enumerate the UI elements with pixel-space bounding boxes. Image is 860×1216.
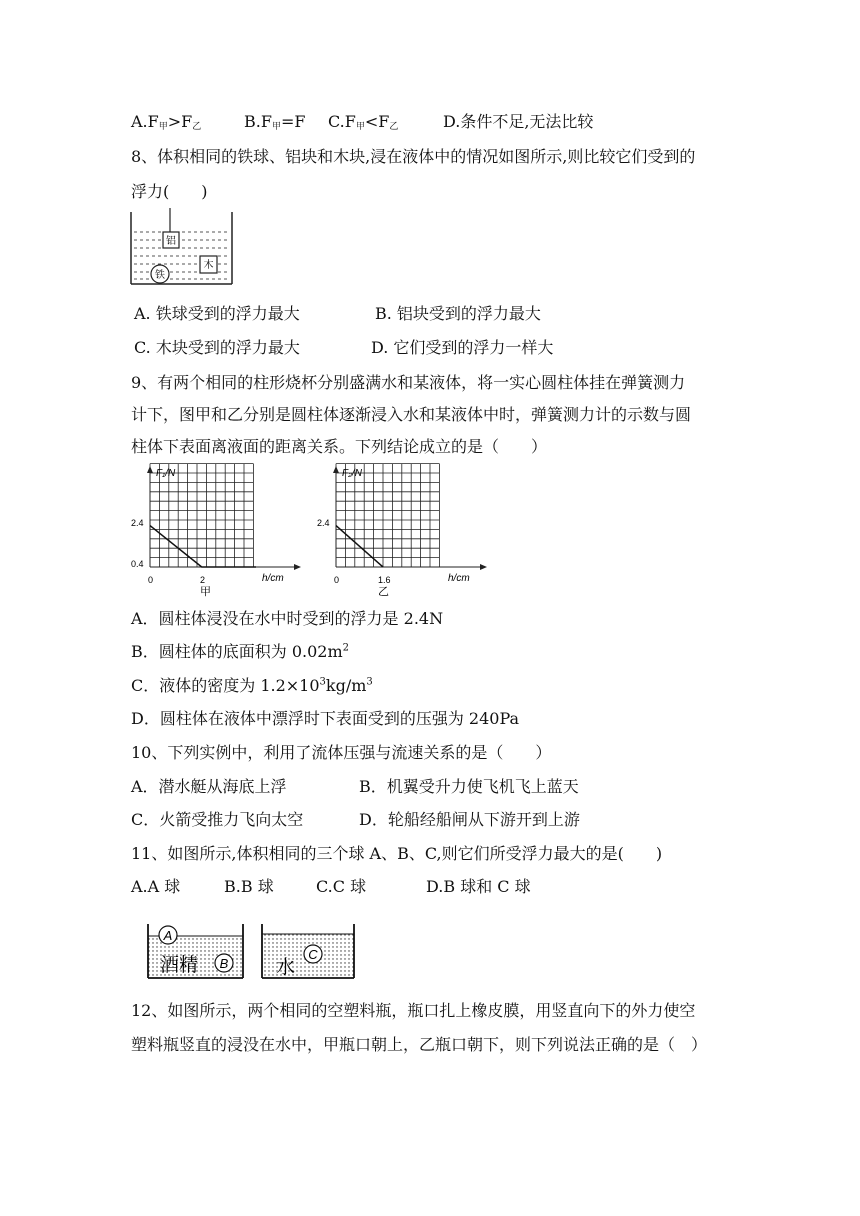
q11-stem: 11、如图所示,体积相同的三个球 A、B、C,则它们所受浮力最大的是( ) bbox=[131, 844, 663, 863]
q9-option-b bbox=[131, 642, 349, 662]
q7-option-c bbox=[328, 112, 398, 135]
q7-a-prefix: A.F bbox=[131, 112, 159, 131]
q8-aluminum-label: 铝 bbox=[166, 236, 176, 247]
q9-option-a: A．圆柱体浸没在水中时受到的浮力是 2.4N bbox=[131, 609, 444, 628]
x-tick-0: 0 bbox=[334, 575, 340, 585]
q12-stem-line2: 塑料瓶竖直的浸没在水中，甲瓶口朝上，乙瓶口朝下，则下列说法正确的是（ ） bbox=[131, 1035, 708, 1054]
series-line bbox=[150, 526, 256, 567]
q9-graph-jia bbox=[128, 463, 306, 601]
q7-b-mid: =F bbox=[280, 112, 306, 131]
q8-option-d: D. 它们受到的浮力一样大 bbox=[371, 338, 554, 357]
y-tick-2.4: 2.4 bbox=[317, 518, 330, 528]
q11-option-a: A.A 球 bbox=[131, 877, 181, 896]
q8-stem-line1: 8、体积相同的铁球、铝块和木块,浸在液体中的情况如图所示,则比较它们受到的 bbox=[131, 147, 696, 166]
water-label: 水 bbox=[276, 957, 296, 978]
ball-c-label: C bbox=[308, 947, 318, 962]
y-tick-0.4: 0.4 bbox=[131, 559, 144, 569]
q8-option-a: A. 铁球受到的浮力最大 bbox=[134, 304, 300, 323]
y-axis-label: F₁/N bbox=[156, 468, 176, 479]
q7-c-sub2: 乙 bbox=[389, 122, 399, 132]
q7-b-sub1: 甲 bbox=[271, 122, 281, 132]
q9-graph-yi bbox=[314, 463, 492, 601]
q7-c-prefix: C.F bbox=[328, 112, 356, 131]
x-axis-arrow bbox=[480, 564, 487, 570]
alcohol-label: 酒精 bbox=[160, 955, 199, 976]
q9-option-c bbox=[131, 676, 373, 696]
y-axis-label: F₂/N bbox=[342, 468, 362, 479]
q7-c-sub1: 甲 bbox=[355, 122, 365, 132]
q7-option-a bbox=[131, 112, 201, 135]
q9-stem-line2: 计下，图甲和乙分别是圆柱体逐渐浸入水和某液体中时，弹簧测力计的示数与圆 bbox=[131, 405, 692, 424]
y-tick-2.4: 2.4 bbox=[131, 518, 144, 528]
y-axis-arrow bbox=[147, 466, 153, 473]
q10-option-c: C．火箭受推力飞向太空 bbox=[131, 810, 304, 829]
q9-stem-line1: 9、有两个相同的柱形烧杯分别盛满水和某液体，将一实心圆柱体挂在弹簧测力 bbox=[131, 373, 686, 392]
ball-b-label: B bbox=[219, 956, 229, 971]
q10-option-b: B．机翼受升力使飞机飞上蓝天 bbox=[359, 777, 579, 796]
q11-option-b: B.B 球 bbox=[224, 877, 274, 896]
q9-option-b-text: B．圆柱体的底面积为 0.02m bbox=[131, 642, 343, 661]
x-axis-label: h/cm bbox=[262, 573, 284, 584]
ball-a-label: A bbox=[163, 928, 173, 943]
q9-option-c-sup2: 3 bbox=[366, 676, 373, 688]
q10-option-a: A．潜水艇从海底上浮 bbox=[131, 777, 287, 796]
q11-option-c: C.C 球 bbox=[316, 877, 367, 896]
x-tick-0: 0 bbox=[148, 575, 154, 585]
q8-option-c: C. 木块受到的浮力最大 bbox=[134, 338, 300, 357]
x-axis-arrow bbox=[294, 564, 301, 570]
graph-caption: 乙 bbox=[378, 586, 389, 598]
q11-option-d: D.B 球和 C 球 bbox=[426, 877, 531, 896]
x-axis-label: h/cm bbox=[448, 573, 470, 584]
q7-option-d: D.条件不足,无法比较 bbox=[443, 112, 594, 131]
q8-iron-label: 铁 bbox=[155, 270, 165, 281]
q9-option-b-sup: 2 bbox=[342, 642, 350, 654]
q8-stem-line2: 浮力( ) bbox=[131, 182, 208, 201]
q9-option-c-text2: kg/m bbox=[325, 676, 367, 695]
q9-option-c-sup: 3 bbox=[319, 676, 326, 688]
q11-figure bbox=[140, 918, 360, 982]
q8-figure bbox=[128, 206, 236, 288]
graph-caption: 甲 bbox=[200, 586, 211, 598]
q9-option-c-text: C．液体的密度为 1.2×10 bbox=[131, 676, 320, 695]
q8-option-b: B. 铝块受到的浮力最大 bbox=[375, 304, 541, 323]
q7-c-mid: <F bbox=[364, 112, 390, 131]
q8-wood-label: 木 bbox=[203, 260, 214, 271]
x-tick-1.6: 1.6 bbox=[378, 575, 391, 585]
q9-option-d: D．圆柱体在液体中漂浮时下表面受到的压强为 240Pa bbox=[131, 709, 520, 728]
q7-option-b bbox=[244, 112, 305, 135]
x-tick-2: 2 bbox=[200, 575, 206, 585]
q9-stem-line3: 柱体下表面离液面的距离关系。下列结论成立的是（ ） bbox=[131, 437, 548, 456]
q7-a-sub2: 乙 bbox=[192, 122, 202, 132]
q7-b-prefix: B.F bbox=[244, 112, 272, 131]
q10-option-d: D．轮船经船闸从下游开到上游 bbox=[359, 810, 580, 829]
y-axis-arrow bbox=[333, 466, 339, 473]
q7-a-sub1: 甲 bbox=[158, 122, 168, 132]
series-line bbox=[336, 526, 383, 567]
q10-stem: 10、下列实例中，利用了流体压强与流速关系的是（ ） bbox=[131, 743, 552, 762]
q7-a-mid: >F bbox=[167, 112, 193, 131]
q12-stem-line1: 12、如图所示，两个相同的空塑料瓶，瓶口扎上橡皮膜，用竖直向下的外力使空 bbox=[131, 1001, 696, 1020]
